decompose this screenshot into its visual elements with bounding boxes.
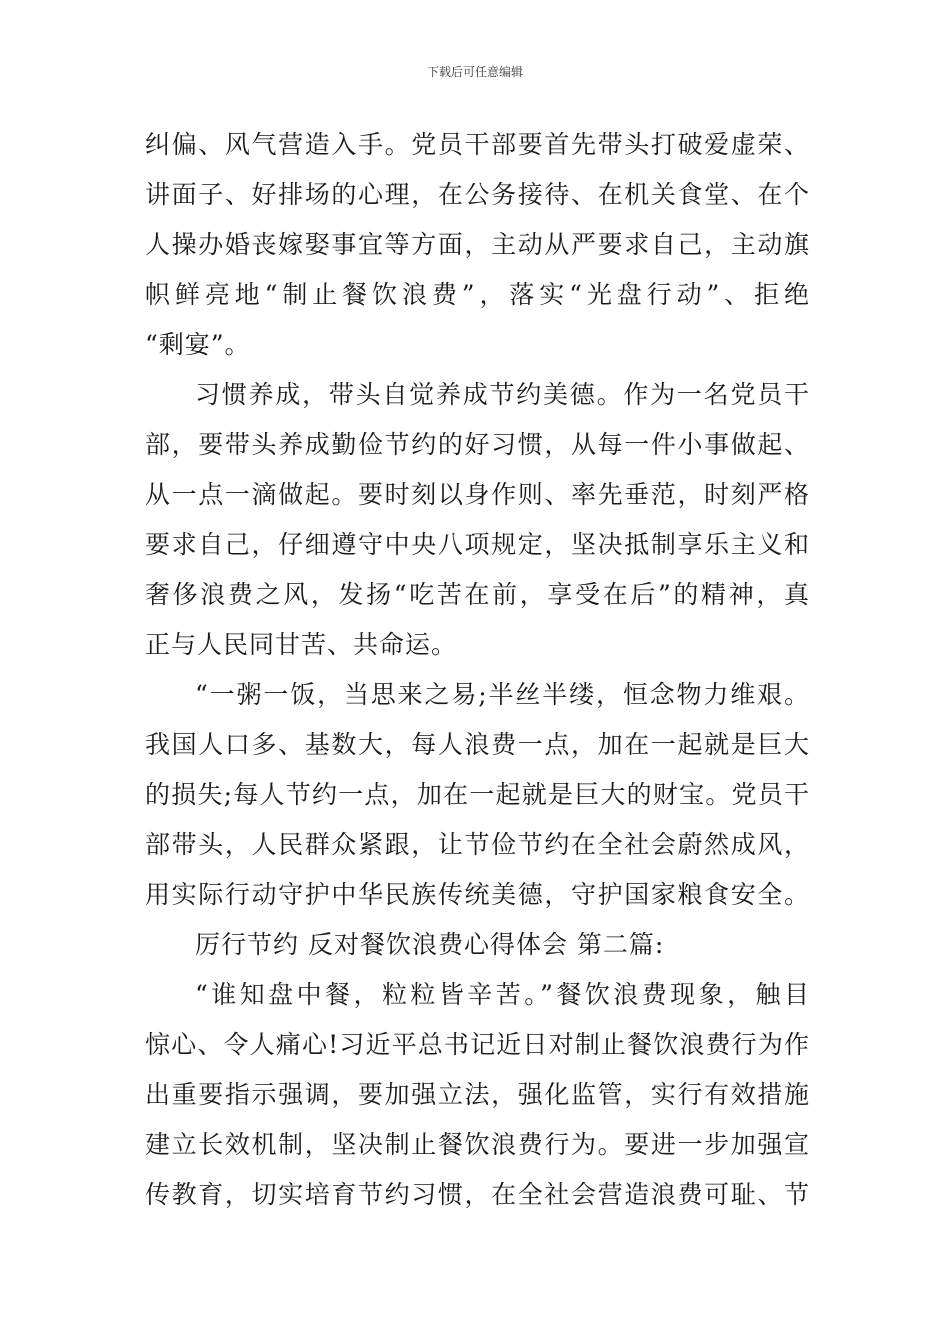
text-line: 部，要带头养成勤俭节约的好习惯，从每一件小事做起、 [145, 430, 810, 459]
text-line: 惊心、令人痛心!习近平总书记近日对制止餐饮浪费行为作 [145, 1030, 810, 1059]
document-body [145, 120, 810, 1220]
text-line: 帜鲜亮地“制止餐饮浪费”，落实“光盘行动”、拒绝 [145, 280, 810, 309]
text-line: 人操办婚丧嫁娶事宜等方面，主动从严要求自己，主动旗 [145, 230, 810, 259]
text-line: 传教育，切实培育节约习惯，在全社会营造浪费可耻、节 [145, 1180, 810, 1209]
text-line: 讲面子、好排场的心理，在公务接待、在机关食堂、在个 [145, 180, 810, 209]
page-header-note: 下载后可任意编辑 [426, 65, 523, 79]
text-line: 正与人民同甘苦、共命运。 [145, 630, 458, 659]
text-line: 纠偏、风气营造入手。党员干部要首先带头打破爱虚荣、 [145, 130, 810, 159]
text-line: 我国人口多、基数大，每人浪费一点，加在一起就是巨大 [145, 730, 810, 759]
text-line: 从一点一滴做起。要时刻以身作则、率先垂范，时刻严格 [145, 480, 810, 509]
paragraph-first-line: “一粥一饭，当思来之易;半丝半缕，恒念物力维艰。 [195, 680, 810, 709]
text-line: “剩宴”。 [145, 330, 251, 359]
text-line: 用实际行动守护中华民族传统美德，守护国家粮食安全。 [145, 880, 810, 909]
text-line: 奢侈浪费之风，发扬“吃苦在前，享受在后”的精神，真 [145, 580, 810, 609]
paragraph-first-line: 习惯养成，带头自觉养成节约美德。作为一名党员干 [195, 380, 810, 409]
section-heading: 厉行节约 反对餐饮浪费心得体会 第二篇: [195, 930, 665, 959]
text-line: 建立长效机制，坚决制止餐饮浪费行为。要进一步加强宣 [145, 1130, 810, 1159]
text-line: 的损失;每人节约一点，加在一起就是巨大的财宝。党员干 [145, 780, 810, 809]
text-line: 要求自己，仔细遵守中央八项规定，坚决抵制享乐主义和 [145, 530, 810, 559]
text-line: 出重要指示强调，要加强立法，强化监管，实行有效措施 [145, 1080, 810, 1109]
paragraph-first-line: “谁知盘中餐，粒粒皆辛苦。”餐饮浪费现象，触目 [195, 980, 810, 1009]
text-line: 部带头，人民群众紧跟，让节俭节约在全社会蔚然成风， [145, 830, 810, 859]
